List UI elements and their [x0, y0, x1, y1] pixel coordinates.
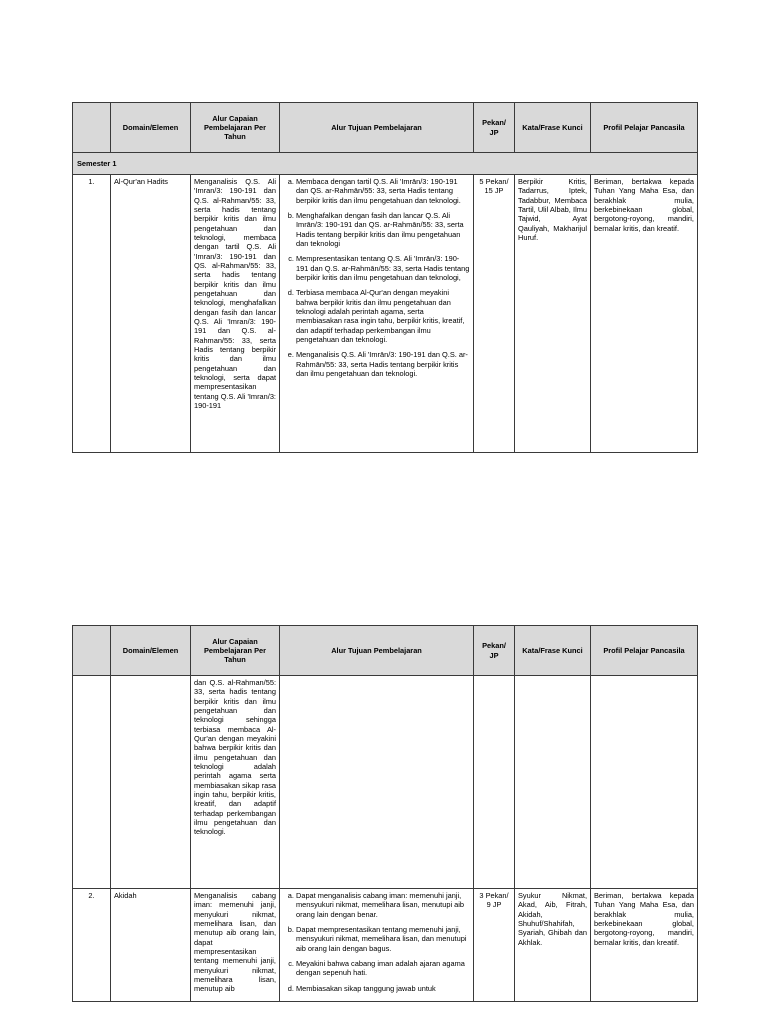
tujuan-list	[283, 177, 470, 378]
tujuan-item: e. Menganalisis Q.S. Ali 'Imrān/3: 190-191 dan Q.S. ar-Rahmān/55: 33, serta Hadis tentang berpikir kritis dan ilmu pengetahuan dan teknologi.	[296, 350, 470, 378]
row-kata-kunci: Syukur Nikmat, Akad, Aib, Fitrah, Akidah, Shuhuf/Shahifah, Syariah, Ghibah dan Akhlak.	[515, 889, 591, 1002]
row-kata-kunci	[515, 676, 591, 889]
header-pekan: Pekan/ JP	[474, 626, 515, 676]
row-profil	[591, 676, 698, 889]
header-kata-kunci: Kata/Frase Kunci	[515, 626, 591, 676]
row-alur-capaian: dan Q.S. al-Rahman/55: 33, serta hadis tentang berpikir kritis dan ilmu pengetahuan dan teknologi sehingga terbiasa membaca Al-Qur'an dengan meyakini bahwa berpikir kritis dan ilmu pengetahuan dan teknologi adalah perintah agama serta membiasakan sikap rasa ingin tahu, berpikir kritis, kreatif, dan adaptif terhadap perkembangan ilmu pengetahuan dan teknologi.	[191, 676, 280, 889]
curriculum-table-page-2	[72, 625, 698, 1002]
row-pekan: 5 Pekan/ 15 JP	[474, 175, 515, 453]
row-number: 1.	[73, 175, 111, 453]
tujuan-item: a. Dapat menganalisis cabang iman: memenuhi janji, mensyukuri nikmat, memelihara lisan, menutupi aib orang lain dengan benar.	[296, 891, 470, 919]
row-alur-tujuan	[280, 676, 474, 889]
header-row	[73, 103, 698, 153]
header-alur-tujuan: Alur Tujuan Pembelajaran	[280, 626, 474, 676]
row-kata-kunci: Berpikir Kritis, Tadarrus, Iptek, Tadabbur, Membaca Tartil, Ulil Albab, Ilmu Tajwid, Ayat Qauliyah, Makharijul Huruf.	[515, 175, 591, 453]
tujuan-item: a. Membaca dengan tartil Q.S. Ali 'Imrān/3: 190-191 dan QS. ar-Rahmān/55: 33, serta Hadis tentang berpikir kritis dan ilmu pengetahuan dan teknologi.	[296, 177, 470, 205]
row-number: 2.	[73, 889, 111, 1002]
row-pekan	[474, 676, 515, 889]
table-row	[73, 175, 698, 453]
header-pekan: Pekan/ JP	[474, 103, 515, 153]
row-alur-tujuan	[280, 175, 474, 453]
header-profil: Profil Pelajar Pancasila	[591, 103, 698, 153]
header-alur-capaian: Alur Capaian Pembelajaran Per Tahun	[191, 626, 280, 676]
row-alur-tujuan	[280, 889, 474, 1002]
tujuan-item: d. Membiasakan sikap tanggung jawab untuk	[296, 984, 470, 993]
tujuan-item: d. Terbiasa membaca Al-Qur'an dengan meyakini bahwa berpikir kritis dan ilmu pengetahuan dan teknologi adalah perintah agama, serta membiasakan rasa ingin tahu, berpikir kritis, kreatif, dan adaptif terhadap perkembangan ilmu pengetahuan dan teknologi.	[296, 288, 470, 344]
header-domain: Domain/Elemen	[111, 103, 191, 153]
table-row	[73, 889, 698, 1002]
tujuan-list	[283, 891, 470, 993]
header-alur-capaian: Alur Capaian Pembelajaran Per Tahun	[191, 103, 280, 153]
header-alur-tujuan: Alur Tujuan Pembelajaran	[280, 103, 474, 153]
tujuan-item: c. Mempresentasikan tentang Q.S. Ali 'Imrān/3: 190-191 dan Q.S. ar-Rahmān/55: 33, serta Hadis tentang berpikir kritis dan ilmu pengetahuan dan teknologi,	[296, 254, 470, 282]
header-profil: Profil Pelajar Pancasila	[591, 626, 698, 676]
row-alur-capaian: Menganalisis cabang iman: memenuhi janji, menyukuri nikmat, memelihara lisan, dan menutup aib orang lain, dapat mempresentasikan tentang memenuhi janji, menyukuri nikmat, memelihara lisan, menutup aib	[191, 889, 280, 1002]
header-domain: Domain/Elemen	[111, 626, 191, 676]
tujuan-item: b. Dapat mempresentasikan tentang memenuhi janji, mensyukuri nikmat, memelihara lisan, dan menutupi aib orang lain dengan bagus.	[296, 925, 470, 953]
row-domain	[111, 676, 191, 889]
table-row	[73, 676, 698, 889]
semester-row	[73, 153, 698, 175]
tujuan-item: b. Menghafalkan dengan fasih dan lancar Q.S. Ali Imrān/3: 190-191 dan QS. ar-Rahmān/55: 33, serta Hadis tentang berpikir kritis dan ilmu pengetahuan dan teknologi	[296, 211, 470, 248]
header-no	[73, 626, 111, 676]
row-domain: Akidah	[111, 889, 191, 1002]
row-pekan: 3 Pekan/ 9 JP	[474, 889, 515, 1002]
row-domain: Al-Qur'an Hadits	[111, 175, 191, 453]
semester-label: Semester 1	[73, 153, 698, 175]
row-number	[73, 676, 111, 889]
header-no	[73, 103, 111, 153]
row-profil: Beriman, bertakwa kepada Tuhan Yang Maha Esa, dan berakhlak mulia, berkebinekaan global, bergotong-royong, mandiri, bernalar kritis, dan kreatif.	[591, 889, 698, 1002]
tujuan-item: c. Meyakini bahwa cabang iman adalah ajaran agama dengan sepenuh hati.	[296, 959, 470, 978]
header-row	[73, 626, 698, 676]
curriculum-table-page-1	[72, 102, 698, 453]
row-alur-capaian: Menganalisis Q.S. Ali 'Imran/3: 190-191 dan Q.S. al-Rahman/55: 33, serta hadis tentang berpikir kritis dan ilmu pengetahuan dan teknologi, membaca dengan tartil Q.S. Ali 'Imran/3: 190-191 dan QS. al-Rahman/55: 33, serta hadis tentang berpikir kritis dan ilmu pengetahuan dan teknologi, menghafalkan dengan fasih dan lancar Q.S. Ali 'Imran/3: 190-191 dan Q.S. al-Rahman/55: 33, serta Hadis tentang berpikir kritis dan ilmu pengetahuan dan teknologi, serta dapat mempresentasikan tentang Q.S. Ali 'Imran/3: 190-191	[191, 175, 280, 453]
header-kata-kunci: Kata/Frase Kunci	[515, 103, 591, 153]
row-profil: Beriman, bertakwa kepada Tuhan Yang Maha Esa, dan berakhlak mulia, berkebinekaan global, bergotong-royong, mandiri, bernalar kritis, dan kreatif.	[591, 175, 698, 453]
